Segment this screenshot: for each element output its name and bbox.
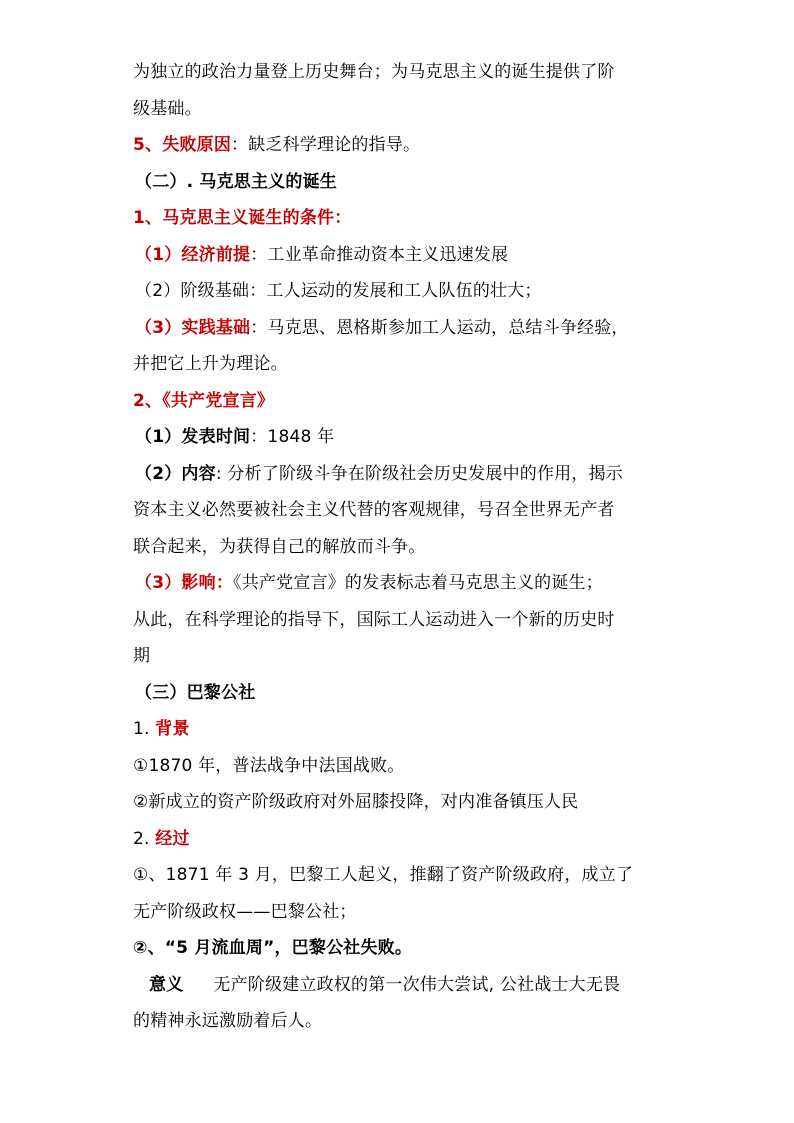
failure-cause-line (133, 127, 673, 164)
economic-premise-label: （1）经济前提 (135, 244, 251, 265)
text-line: 的精神永远激励着后人。 (133, 1011, 323, 1031)
text-line: 级基础。 (133, 98, 202, 119)
list-item: ②新成立的资产阶级政府对外屈膝投降，对内准备镇压人民 (133, 792, 579, 812)
subheading-conditions: 1、马克思主义诞生的条件： (133, 208, 352, 228)
practice-basis-line (133, 310, 673, 347)
content-line (133, 456, 673, 493)
text-line: 从此，在科学理论的指导下，国际工人运动进入一个新的历史时 (133, 609, 615, 630)
influence-line (133, 565, 673, 602)
economic-premise-text: ：工业革命推动资本主义迅速发展 (250, 244, 509, 265)
influence-text: 《共产党宣言》的发表标志着马克思主义的诞生； (233, 573, 603, 593)
practice-basis-label: （3）实践基础 (135, 317, 251, 338)
section-heading-marxism: （二）. 马克思主义的诞生 (135, 171, 337, 192)
text-line: 并把它上升为理论。 (133, 354, 288, 374)
text-line: 期 (133, 646, 151, 666)
process-number: 2. (133, 828, 156, 849)
background-label: 背景 (155, 719, 190, 739)
significance-label: 意义 (149, 974, 184, 995)
section-heading-paris-commune: （三）巴黎公社 (135, 682, 256, 703)
failure-cause-label: 5、失败原因 (133, 135, 232, 155)
class-basis-line: （2）阶级基础：工人运动的发展和工人队伍的壮大； (135, 281, 542, 301)
background-heading (133, 711, 673, 748)
economic-premise-line (133, 237, 673, 274)
text-line: 为独立的政治力量登上历史舞台；为马克思主义的诞生提供了阶 (133, 62, 615, 82)
list-item: ①1870 年，普法战争中法国战败。 (133, 755, 405, 776)
publish-time-text: ：1848 年 (250, 427, 335, 447)
publish-time-line (133, 419, 673, 456)
document-page (133, 54, 673, 1040)
list-item: ②、“5 月流血周”，巴黎公社失败。 (133, 938, 413, 958)
publish-time-label: （1）发表时间 (135, 427, 251, 447)
process-label: 经过 (155, 828, 190, 849)
failure-cause-text: ：缺乏科学理论的指导。 (231, 135, 421, 155)
process-heading (133, 821, 673, 858)
text-line: 资本主义必然要被社会主义代替的客观规律，号召全世界无产者 (133, 500, 615, 520)
background-number: 1. (133, 719, 156, 739)
content-label: （2）内容 (135, 463, 216, 484)
significance-line (133, 967, 673, 1004)
significance-text: 无产阶级建立政权的第一次伟大尝试, 公社战士大无畏 (213, 974, 621, 995)
list-item: ①、1871 年 3 月，巴黎工人起义，推翻了资产阶级政府，成立了 (133, 865, 634, 885)
practice-basis-text: ：马克思、恩格斯参加工人运动，总结斗争经验， (250, 317, 629, 338)
influence-label: （3）影响： (135, 573, 234, 593)
text-line: 联合起来，为获得自己的解放而斗争。 (133, 536, 426, 557)
text-line: 无产阶级政权——巴黎公社； (133, 901, 357, 922)
content-text: : 分析了阶级斗争在阶级社会历史发展中的作用，揭示 (215, 463, 623, 484)
subheading-manifesto: 2、《共产党宣言》 (133, 390, 275, 411)
